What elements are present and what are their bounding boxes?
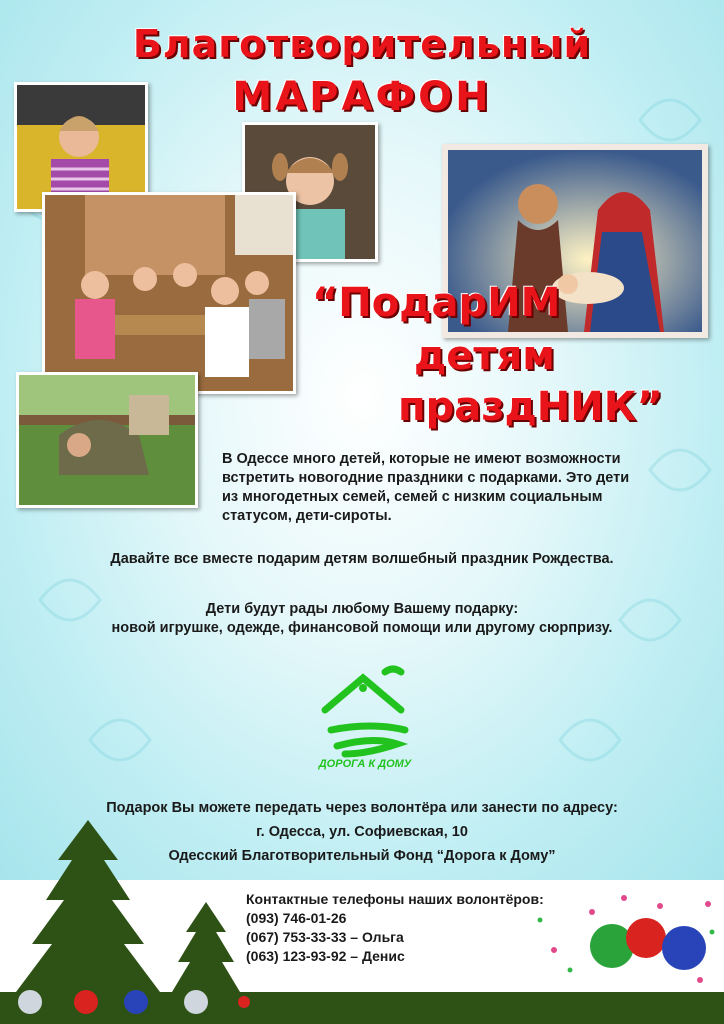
photo-boy-tree (16, 372, 198, 508)
intro-line: встретить новогодние праздники с подарками. Это дети (222, 470, 630, 486)
phone-number: (093) 746-01-26 (246, 910, 347, 926)
intro-line: статусом, дети-сироты. (222, 508, 392, 524)
phone-number: (063) 123-93-92 – Денис (246, 948, 405, 964)
slogan-line-3: праздНИК” (398, 384, 663, 430)
intro-paragraph (222, 450, 702, 526)
address-line-2: г. Одесса, ул. Софиевская, 10 (256, 824, 468, 840)
intro-line: из многодетных семей, семей с низким социальным (222, 489, 603, 505)
slogan-line-1: “ПодарИМ (312, 280, 561, 326)
address-line-1: Подарок Вы можете передать через волонтёра или занести по адресу: (106, 800, 618, 816)
gift-line: новой игрушке, одежде, финансовой помощи или другому сюрпризу. (111, 620, 613, 636)
christmas-tree-icon (0, 820, 250, 1024)
foundation-logo (305, 658, 425, 778)
slogan-line-2: детям (414, 333, 555, 379)
call-to-action: Давайте все вместе подарим детям волшебный праздник Рождества. (110, 551, 614, 567)
intro-line: В Одессе много детей, которые не имеют возможности (222, 451, 621, 467)
title-line-2: МАРАФОН (232, 74, 492, 120)
address-line-3: Одесский Благотворительный Фонд “Дорога к Дому” (168, 848, 556, 864)
title-line-1: Благотворительный (132, 22, 592, 66)
logo-caption: ДОРОГА К ДОМУ (318, 758, 412, 770)
photo-kids-group (42, 192, 296, 394)
gift-paragraph (0, 600, 724, 638)
contacts-heading: Контактные телефоны наших волонтёров: (246, 891, 544, 907)
phone-number: (067) 753-33-33 – Ольга (246, 929, 404, 945)
gift-line: Дети будут рады любому Вашему подарку: (205, 601, 519, 617)
ornament-balls-icon (500, 880, 724, 990)
